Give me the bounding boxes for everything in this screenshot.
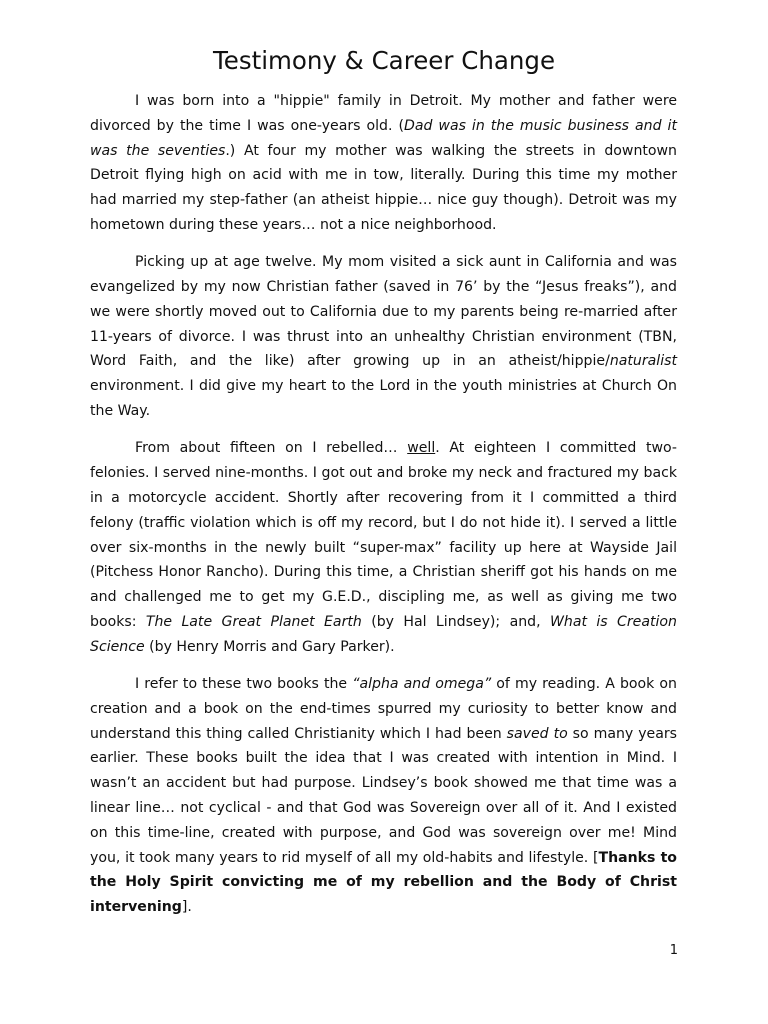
document-title: Testimony & Career Change bbox=[212, 46, 556, 75]
text-run: I refer to these two books the bbox=[135, 676, 353, 693]
text-run: environment. I did give my heart to the Lord in the youth ministries at Church On the Way. bbox=[90, 378, 677, 420]
italic-text: What is Creation Science bbox=[90, 613, 677, 655]
page-number: 1 bbox=[669, 943, 678, 958]
text-run: (by Henry Morris and Gary Parker). bbox=[144, 638, 395, 655]
text-run: (by Hal Lindsey); and, bbox=[361, 613, 550, 630]
italic-text: The Late Great Planet Earth bbox=[145, 613, 362, 630]
italic-text: naturalist bbox=[609, 353, 677, 370]
text-run: of my reading. A book on creation and a book on the end-times spurred my curiosity to better know and understand this thing called Christianity which I had been bbox=[90, 676, 677, 742]
bold-text: Thanks to the Holy Spirit convicting me of my rebellion and the Body of Christ intervening bbox=[90, 849, 677, 916]
paragraph-rebellion bbox=[90, 436, 677, 659]
paragraph-move-to-california bbox=[90, 250, 677, 424]
paragraph-early-life bbox=[90, 89, 677, 238]
italic-text: Dad was in the music business and it was the seventies bbox=[90, 117, 677, 159]
paragraph-two-books bbox=[90, 672, 677, 920]
text-run: ]. bbox=[181, 899, 192, 916]
underlined-text: well bbox=[407, 440, 436, 457]
text-run: Picking up at age twelve. My mom visited a sick aunt in California and was evangelized by my now Christian father (saved in 76’ by the “Jesus freaks”), and we were shortly moved out to California due to my parents being re-married after 11-years of divorce. I was thrust into an unhealthy Christian environment (TBN, Word Faith, and the like) after growing up in an atheist/hippie/ bbox=[90, 254, 677, 370]
text-run: I was born into a "hippie" family in Detroit. My mother and father were divorced by the time I was one-years old. ( bbox=[90, 93, 677, 134]
text-run: . At eighteen I committed two-felonies. I served nine-months. I got out and broke my neck and fractured my back in a motorcycle accident. Shortly after recovering from it I committed a third felony (traffic violation which is off my record, but I do not hide it). I served a little over six-months in the newly built “super-max” facility up here at Wayside Jail (Pitchess Honor Rancho). During this time, a Christian sheriff got his hands on me and challenged me to get my G.E.D., discipling me, as well as giving me two books: bbox=[90, 440, 677, 630]
italic-text: saved to bbox=[506, 725, 568, 742]
italic-text: “alpha and omega” bbox=[352, 676, 492, 693]
text-run: so many years earlier. These books built the idea that I was created with intention in Mind. I wasn’t an accident but had purpose. Lindsey’s book showed me that time was a linear line… not cyclical - and that God was Sovereign over all of it. And I existed on this time-line, created with purpose, and God was sovereign over me! Mind you, it took many years to rid myself of all my old-habits and lifestyle. [ bbox=[90, 725, 677, 866]
text-run: .) At four my mother was walking the streets in downtown Detroit flying high on acid with me in tow, literally. During this time my mother had married my step-father (an atheist hippie… nice guy though). Detroit was my hometown during these years… not a nice neighborhood. bbox=[90, 142, 677, 233]
document-body bbox=[90, 89, 677, 920]
text-run: From about fifteen on I rebelled… bbox=[135, 440, 408, 457]
